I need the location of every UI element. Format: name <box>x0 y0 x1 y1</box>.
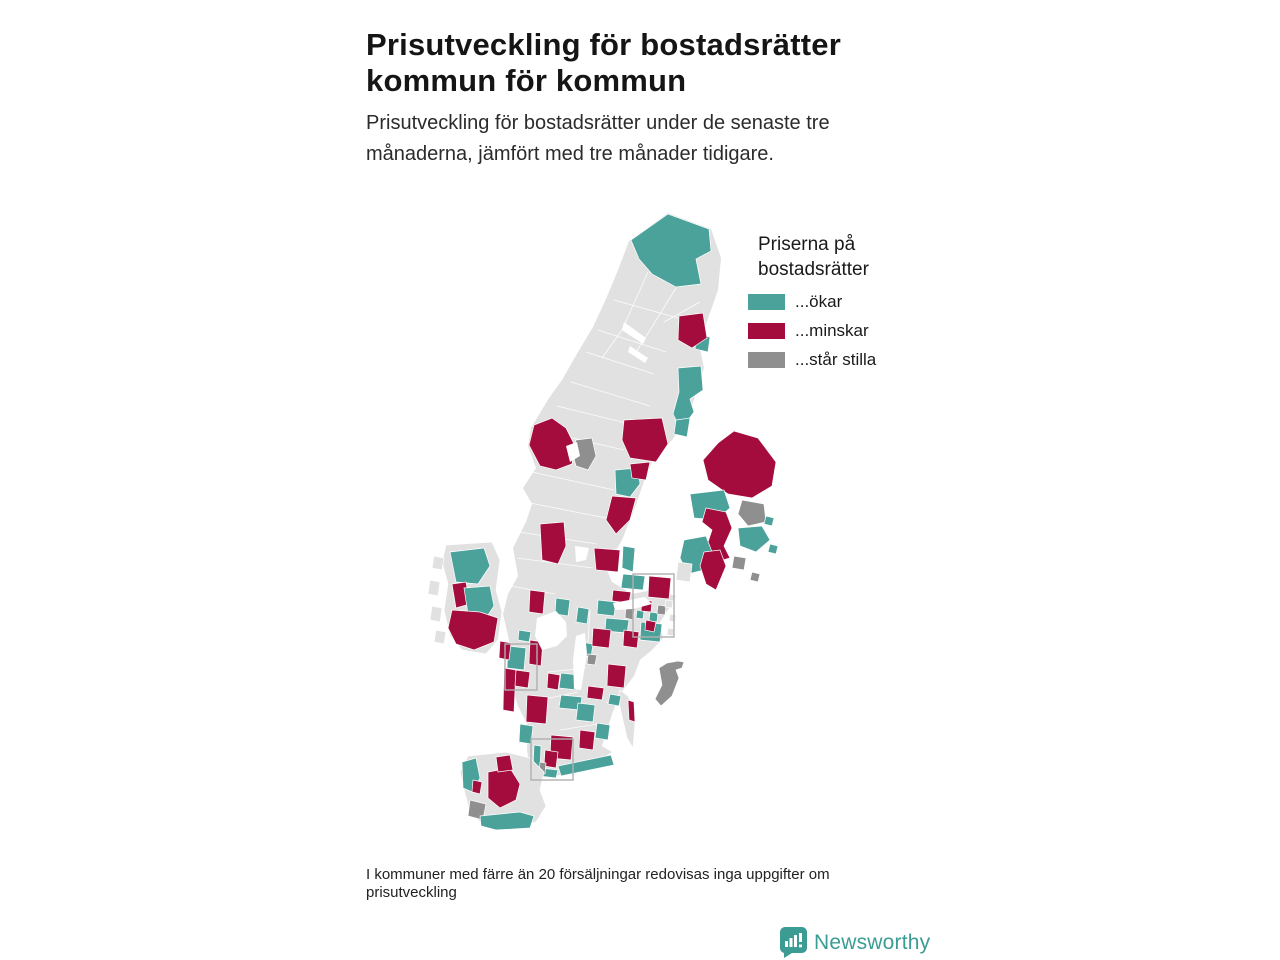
newsworthy-wordmark: Newsworthy <box>814 930 931 954</box>
legend-item-unchanged <box>748 350 876 370</box>
title-line-1: Prisutveckling för bostadsrätter <box>366 26 841 62</box>
legend-label-increase: ...ökar <box>795 292 843 311</box>
sweden-map-svg <box>400 200 800 850</box>
legend-label-decrease: ...minskar <box>795 321 869 340</box>
title-line-2: kommun för kommun <box>366 62 687 98</box>
legend-item-increase <box>748 292 876 312</box>
legend-title-line-2: bostadsrätter <box>758 259 869 280</box>
gothenburg-inset <box>428 542 502 654</box>
subtitle: Prisutveckling för bostadsrätter under de senaste tre månaderna, jämfört med tre månader tidigare. <box>366 112 830 165</box>
legend-label-unchanged: ...står stilla <box>795 350 877 369</box>
footnote: I kommuner med färre än 20 försäljningar redovisas inga uppgifter om prisutveckling <box>366 866 830 901</box>
newsworthy-badge-icon <box>780 927 807 958</box>
legend-swatch-unchanged-icon <box>748 352 785 368</box>
sweden-municipality-map <box>400 200 800 850</box>
newsworthy-logo <box>780 927 930 958</box>
malmo-inset <box>460 752 546 830</box>
sweden-mainland <box>503 213 721 778</box>
page-title <box>366 27 841 99</box>
legend-title <box>758 232 876 282</box>
map-legend <box>748 232 876 379</box>
stockholm-inset <box>676 431 778 590</box>
legend-item-decrease <box>748 321 876 341</box>
legend-swatch-increase-icon <box>748 294 785 310</box>
legend-title-line-1: Priserna på <box>758 234 856 255</box>
legend-swatch-decrease-icon <box>748 323 785 339</box>
